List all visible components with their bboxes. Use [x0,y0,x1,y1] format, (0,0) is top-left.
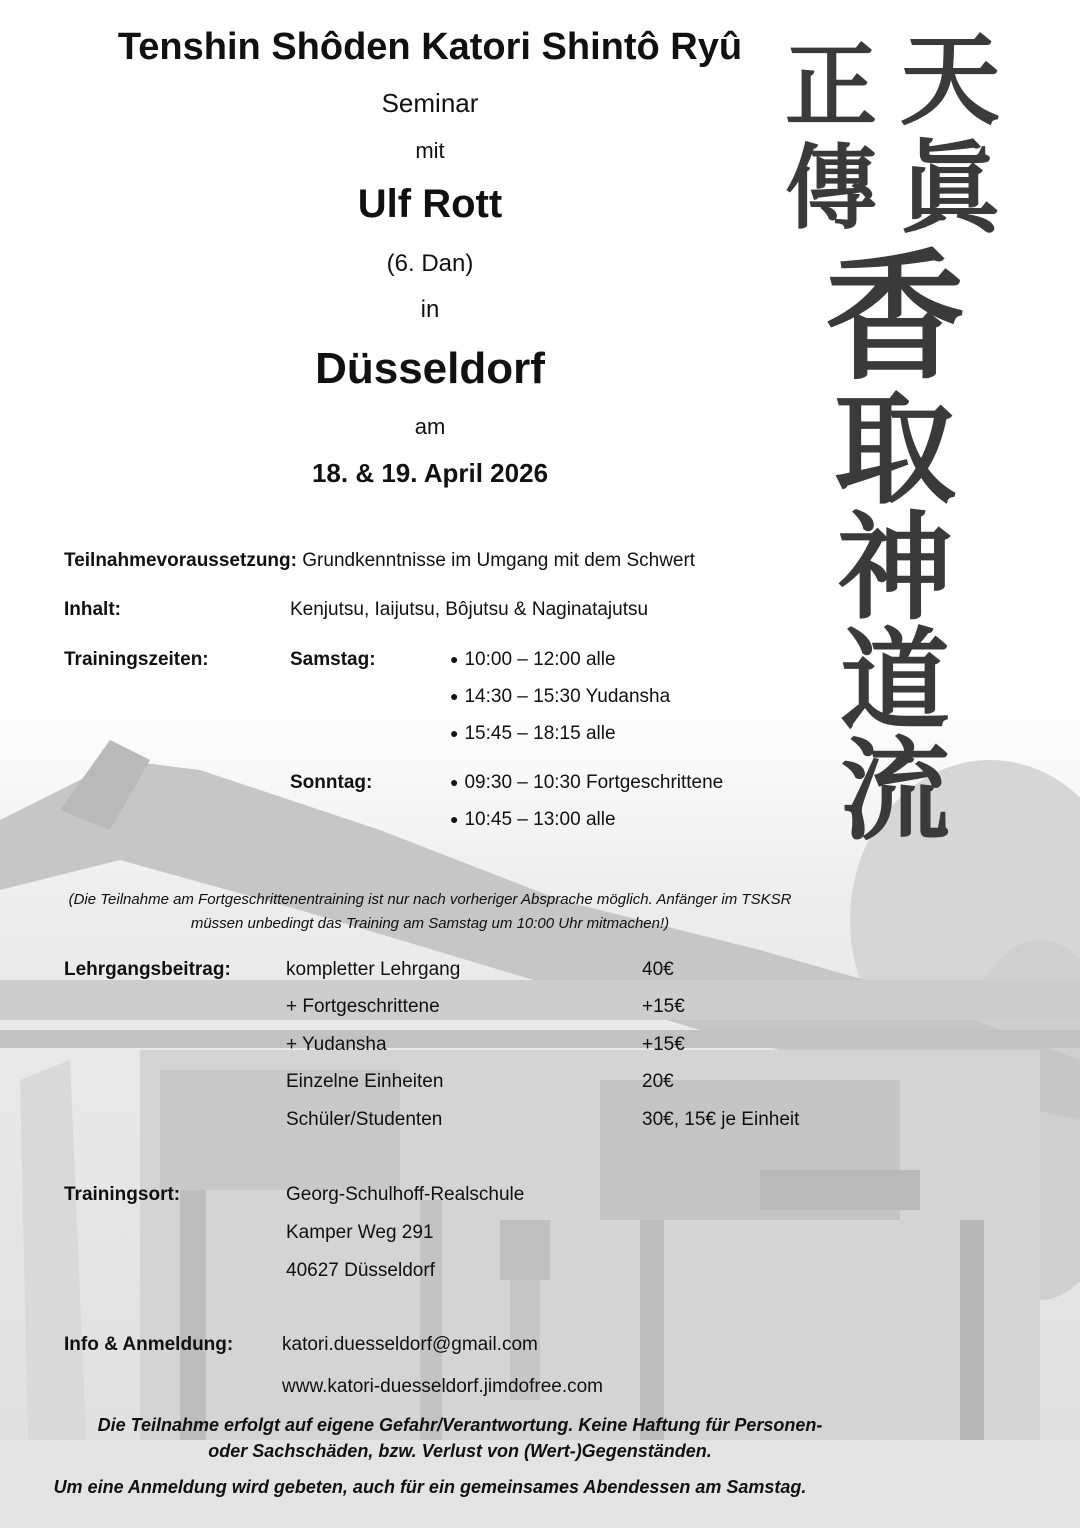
calligraphy-char: 取 [834,377,956,521]
day-saturday: Samstag: [290,649,376,670]
fee-item-name: + Fortgeschrittene [286,996,440,1017]
note-line: (Die Teilnahme am Fortgeschrittenentraining ist nur nach vorheriger Absprache möglich. Anfänger im TSKSR [68,891,792,908]
fee-item-price: +15€ [642,996,685,1017]
disclaimer-line: Die Teilnahme erfolgt auf eigene Gefahr/Verantwortung. Keine Haftung für Personen- [97,1415,823,1435]
contact-label: Info & Anmeldung: [64,1334,234,1355]
teacher-name: Ulf Rott [357,182,503,226]
fee-item-name: kompletter Lehrgang [286,959,461,980]
fee-item-price: 40€ [642,959,674,980]
training-times-label: Trainingszeiten: [64,649,209,670]
requirements-label: Teilnahmevoraussetzung: [64,550,297,571]
requirements-row [64,550,695,572]
calligraphy-char: 天 [900,21,1000,139]
fee-item-name: Einzelne Einheiten [286,1071,444,1092]
fee-item-price: 30€, 15€ je Einheit [642,1109,800,1130]
fee-item-price: 20€ [642,1071,674,1092]
disclaimer-line: oder Sachschäden, bzw. Verlust von (Wert-)Gegenständen. [208,1441,712,1461]
teacher-rank: (6. Dan) [386,250,474,277]
location-line: Kamper Weg 291 [286,1222,434,1243]
day-sunday: Sonntag: [290,772,373,793]
contact-email[interactable]: katori.duesseldorf@gmail.com [282,1334,538,1355]
contact-website[interactable]: www.katori-duesseldorf.jimdofree.com [282,1376,604,1397]
calligraphy-char: 眞 [900,129,1000,247]
registration-request: Um eine Anmeldung wird gebeten, auch für ein gemeinsames Abendessen am Samstag. [53,1477,807,1497]
calligraphy-char: 道 [840,616,950,745]
fee-item-name: Schüler/Studenten [286,1109,443,1130]
content-label: Inhalt: [64,599,121,620]
fee-item-price: +15€ [642,1034,685,1055]
calligraphy-char: 流 [840,726,950,855]
time-slot: ● 14:30 – 15:30 Yudansha [450,686,670,708]
note-line: müssen unbedingt das Training am Samstag um 10:00 Uhr mitmachen!) [190,915,670,932]
content-value: Kenjutsu, Iaijutsu, Bôjutsu & Naginatajutsu [290,599,649,620]
location-label: Trainingsort: [64,1184,181,1205]
on-label: am [414,414,446,439]
time-slot: ● 10:00 – 12:00 alle [450,649,616,671]
time-slot: ● 10:45 – 13:00 alle [450,809,616,831]
city-name: Düsseldorf [315,344,545,393]
calligraphy-char: 正 [785,32,878,140]
seminar-label: Seminar [381,88,479,118]
with-label: mit [415,138,445,163]
fee-item-name: + Yudansha [286,1034,387,1055]
requirements-value: Grundkenntnisse im Umgang mit dem Schwert [302,550,696,571]
page-title: Tenshin Shôden Katori Shintô Ryû [117,26,743,68]
calligraphy-char: 神 [837,500,953,636]
fees-label: Lehrgangsbeitrag: [64,959,231,980]
calligraphy-char: 傳 [785,134,878,242]
advanced-training-note [0,888,860,936]
liability-disclaimer [0,1412,920,1464]
location-line: Georg-Schulhoff-Realschule [286,1184,525,1205]
in-label: in [420,296,440,323]
location-line: 40627 Düsseldorf [286,1260,435,1281]
event-date: 18. & 19. April 2026 [311,458,549,488]
time-slot: ● 15:45 – 18:15 alle [450,723,616,745]
calligraphy-char: 香 [825,236,966,400]
time-slot: ● 09:30 – 10:30 Fortgeschrittene [450,772,723,794]
